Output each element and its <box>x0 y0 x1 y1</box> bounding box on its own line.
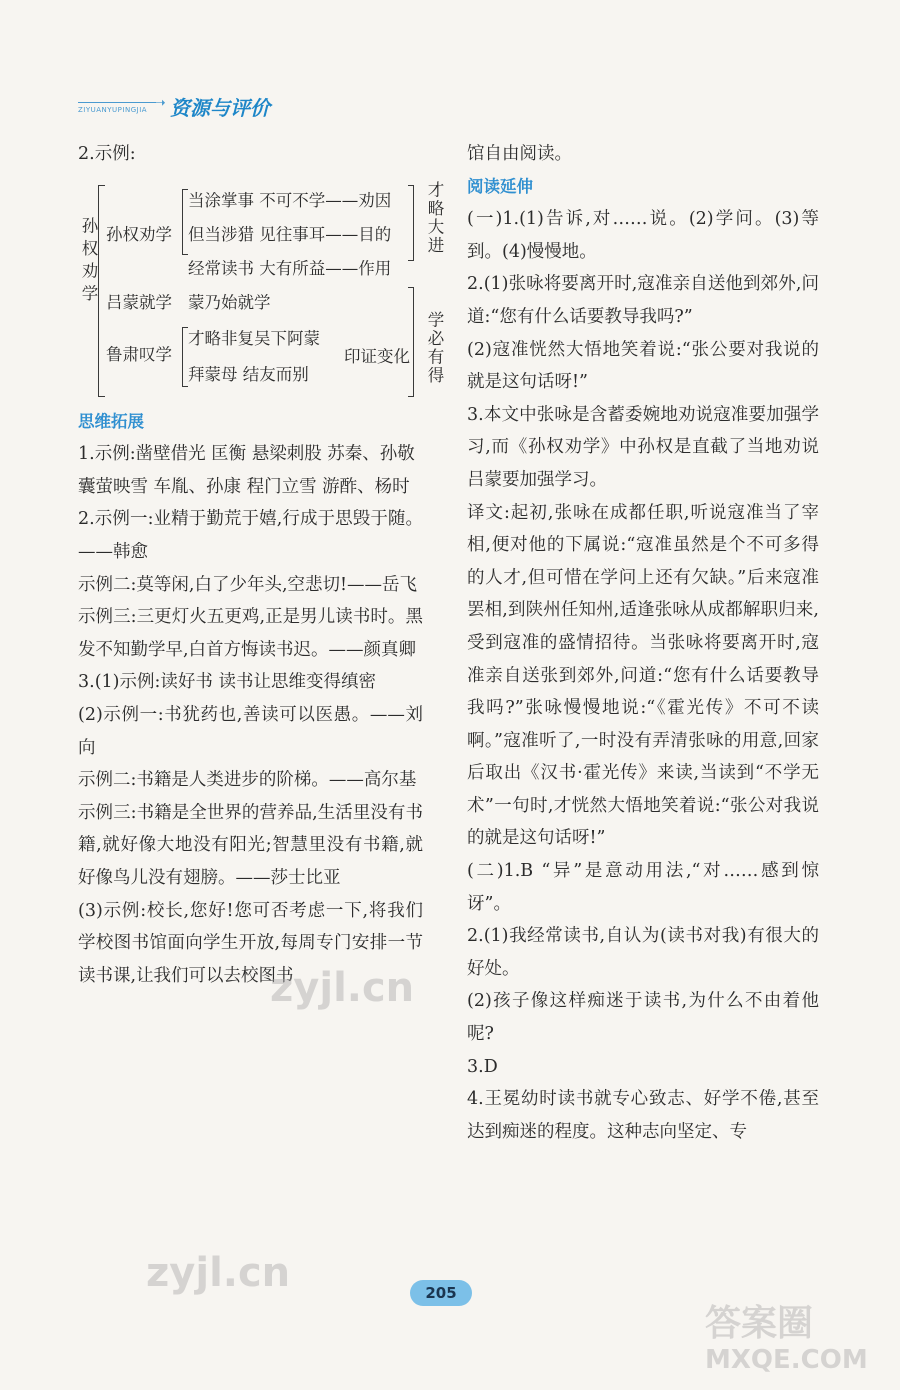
diagram-root: 孙权劝学 <box>79 216 98 307</box>
paragraph: 3.D <box>467 1056 498 1077</box>
structure-diagram <box>78 171 444 406</box>
diagram-b3-result: 印证变化 <box>344 346 410 366</box>
diagram-bracket-right-1 <box>408 185 414 261</box>
diagram-b3-line-2: 拜蒙母 结友而别 <box>188 364 309 384</box>
left-column <box>78 138 444 992</box>
paragraph: 示例二:书籍是人类进步的阶梯。——高尔基 <box>78 770 417 791</box>
diagram-b1-line-2: 但当涉猎 见往事耳——目的 <box>188 224 392 244</box>
paragraph: 示例三:书籍是全世界的营养品,生活里没有书籍,就好像大地没有阳光;智慧里没有书籍,就好像鸟儿没有翅膀。——莎士比亚 <box>78 802 423 888</box>
paragraph: 3.本文中张咏是含蓄委婉地劝说寇准要加强学习,而《孙权劝学》中孙权是直截了当地劝说吕蒙要加强学习。 <box>467 404 819 490</box>
watermark: MXQE.COM <box>705 1345 868 1375</box>
diagram-side-1: 才略大进 <box>425 180 444 255</box>
paragraph: (2)孩子像这样痴迷于读书,为什么不由着他呢? <box>467 991 819 1045</box>
right-column <box>467 138 819 1148</box>
diagram-branch-2: 吕蒙就学 <box>106 292 172 312</box>
watermark: 答案圈 <box>705 1303 814 1344</box>
paragraph: (2)寇准恍然大悟地笑着说:“张公要对我说的就是这句话呀!” <box>467 339 819 393</box>
paragraph: 示例二:莫等闲,白了少年头,空悲切!——岳飞 <box>78 574 418 595</box>
arrow-icon: ➝ <box>154 95 166 111</box>
paragraph: 3.(1)示例:读好书 读书让思维变得缜密 <box>78 672 376 693</box>
paragraph: 2.(1)我经常读书,自认为(读书对我)有很大的好处。 <box>467 926 819 979</box>
paragraph: 馆自由阅读。 <box>467 144 572 164</box>
diagram-b1-line-3: 经常读书 大有所益——作用 <box>188 258 392 278</box>
paragraph: 2.示例一:业精于勤荒于嬉,行成于思毁于随。——韩愈 <box>78 509 423 562</box>
paragraph: 囊萤映雪 车胤、孙康 程门立雪 游酢、杨时 <box>78 476 410 497</box>
diagram-branch-1: 孙权劝学 <box>106 224 172 244</box>
diagram-branch-3: 鲁肃叹学 <box>106 344 172 364</box>
watermark: zyjl.cn <box>146 1250 291 1296</box>
page-number: 205 <box>410 1280 472 1306</box>
section-title-reading: 阅读延伸 <box>467 176 533 196</box>
paragraph: 示例三:三更灯火五更鸡,正是男儿读书时。黑发不知勤学早,白首方悔读书迟。——颜真卿 <box>78 607 423 660</box>
diagram-b2-line-1: 蒙乃始就学 <box>188 292 271 312</box>
page-header <box>78 92 298 128</box>
diagram-b3-line-1: 才略非复吴下阿蒙 <box>188 328 320 348</box>
paragraph: 2.(1)张咏将要离开时,寇准亲自送他到郊外,问道:“您有什么话要教导我吗?” <box>467 274 819 327</box>
header-pinyin: ZIYUANYUPINGJIA <box>78 106 148 114</box>
diagram-b1-line-1: 当涂掌事 不可不学——劝因 <box>188 190 392 210</box>
paragraph: 译文:起初,张咏在成都任职,听说寇准当了宰相,便对他的下属说:“寇准虽然是个不可多得的人才,但可惜在学问上还有欠缺。”后来寇准罢相,到陕州任知州,适逢张咏从成都解职归来,受到寇准的盛情招待。当张咏将要离开时,寇准亲自送张到郊外,问道:“您有什么话要教导我吗?”张咏慢慢地说:“《霍光传》不可不读啊。”寇准听了,一时没有弄清张咏的用意,回家后取出《汉书·霍光传》来读,当读到“不学无术”一句时,才恍然大悟地笑着说:“张公对我说的就是这句话呀!” <box>467 502 819 849</box>
paragraph: 1.示例:凿壁借光 匡衡 悬梁刺股 苏秦、孙敬 <box>78 444 415 465</box>
diagram-bracket-left <box>98 185 105 397</box>
section-title-thinking: 思维拓展 <box>78 411 144 431</box>
paragraph: 4.王冕幼时读书就专心致志、好学不倦,甚至达到痴迷的程度。这种志向坚定、专 <box>467 1089 819 1142</box>
diagram-side-2: 学必有得 <box>425 310 444 385</box>
paragraph: (二)1.B “异”是意动用法,“对……感到惊讶”。 <box>467 861 819 914</box>
paragraph: (3)示例:校长,您好!您可否考虑一下,将我们学校图书馆面向学生开放,每周专门安排一节读书课,让我们可以去校图书 <box>78 900 423 986</box>
diagram-bracket-right-2 <box>408 287 414 397</box>
header-title: 资源与评价 <box>170 96 270 120</box>
watermark: zyjl.cn <box>270 965 415 1011</box>
example-label: 2.示例: <box>78 144 136 164</box>
header-rule <box>78 102 156 103</box>
paragraph: (一)1.(1)告诉,对……说。(2)学问。(3)等到。(4)慢慢地。 <box>467 209 819 262</box>
paragraph: (2)示例一:书犹药也,善读可以医愚。——刘向 <box>78 704 423 758</box>
